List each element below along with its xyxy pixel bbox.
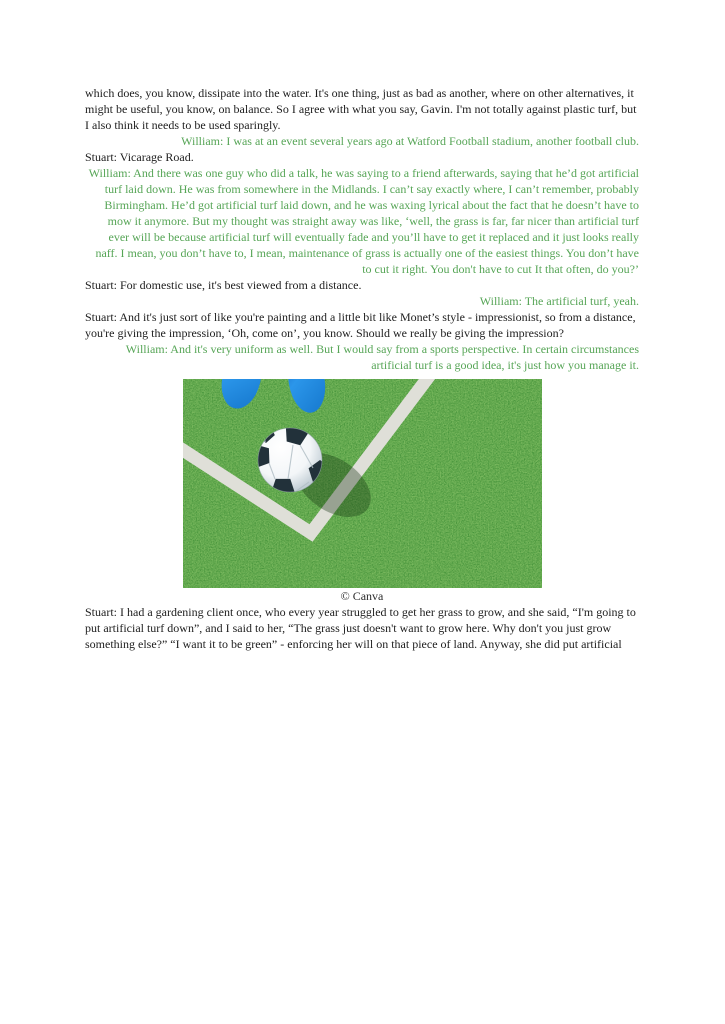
transcript-paragraph-william: William: I was at an event several years ago at Watford Football stadium, another football club. [181,134,639,148]
transcript-paragraph-stuart: Stuart: I had a gardening client once, who every year struggled to get her grass to grow, and she said, “I'm going to put artificial turf down”, and I said to her, “The grass just doesn't want to grow here. Why don't you just grow something else?” “I want it to be green” - enforcing her will on that piece of land. Anyway, she did put artificial [85,605,636,651]
transcript-paragraph: which does, you know, dissipate into the water. It's one thing, just as bad as another, where on other alternatives, it might be useful, you know, on balance. So I agree with what you say, Gavin. I'm not totally against plastic turf, but I also think it needs to be used sparingly. [85,86,637,132]
image-credit: © Canva [340,589,384,603]
turf-photo [183,379,542,588]
transcript-paragraph-stuart: Stuart: And it's just sort of like you're painting and a little bit like Monet’s style - impressionist, so from a distance, you're giving the impression, ‘Oh, come on’, you know. Should we really be giving the impression? [85,310,636,340]
transcript-paragraph-william: William: The artificial turf, yeah. [479,294,639,308]
transcript-paragraph-william: William: And there was one guy who did a talk, he was saying to a friend afterwards, saying that he’d got artificial turf laid down. He was from somewhere in the Midlands. I can’t say exactly where, I can’t remember, probably Birmingham. He’d got artificial turf laid down, and he was waxing lyrical about the fact that he doesn’t have to mow it anymore. But my thought was straight away was like, ‘well, the grass is far, far nicer than artificial turf ever will be because artificial turf will eventually fade and you’ll have to get it replaced and it just looks really naff. I mean, you don’t have to, I mean, maintenance of grass is actually one of the easiest things. You don’t have to cut it right. You don't have to cut It that often, do you?’ [88,166,639,276]
transcript-paragraph-stuart: Stuart: Vicarage Road. [85,150,194,164]
transcript-paragraph-stuart: Stuart: For domestic use, it's best viewed from a distance. [85,278,362,292]
transcript-paragraph-william: William: And it's very uniform as well. But I would say from a sports perspective. In certain circumstances artificial turf is a good idea, it's just how you manage it. [125,342,639,372]
turf-photo-illustration [183,379,542,588]
